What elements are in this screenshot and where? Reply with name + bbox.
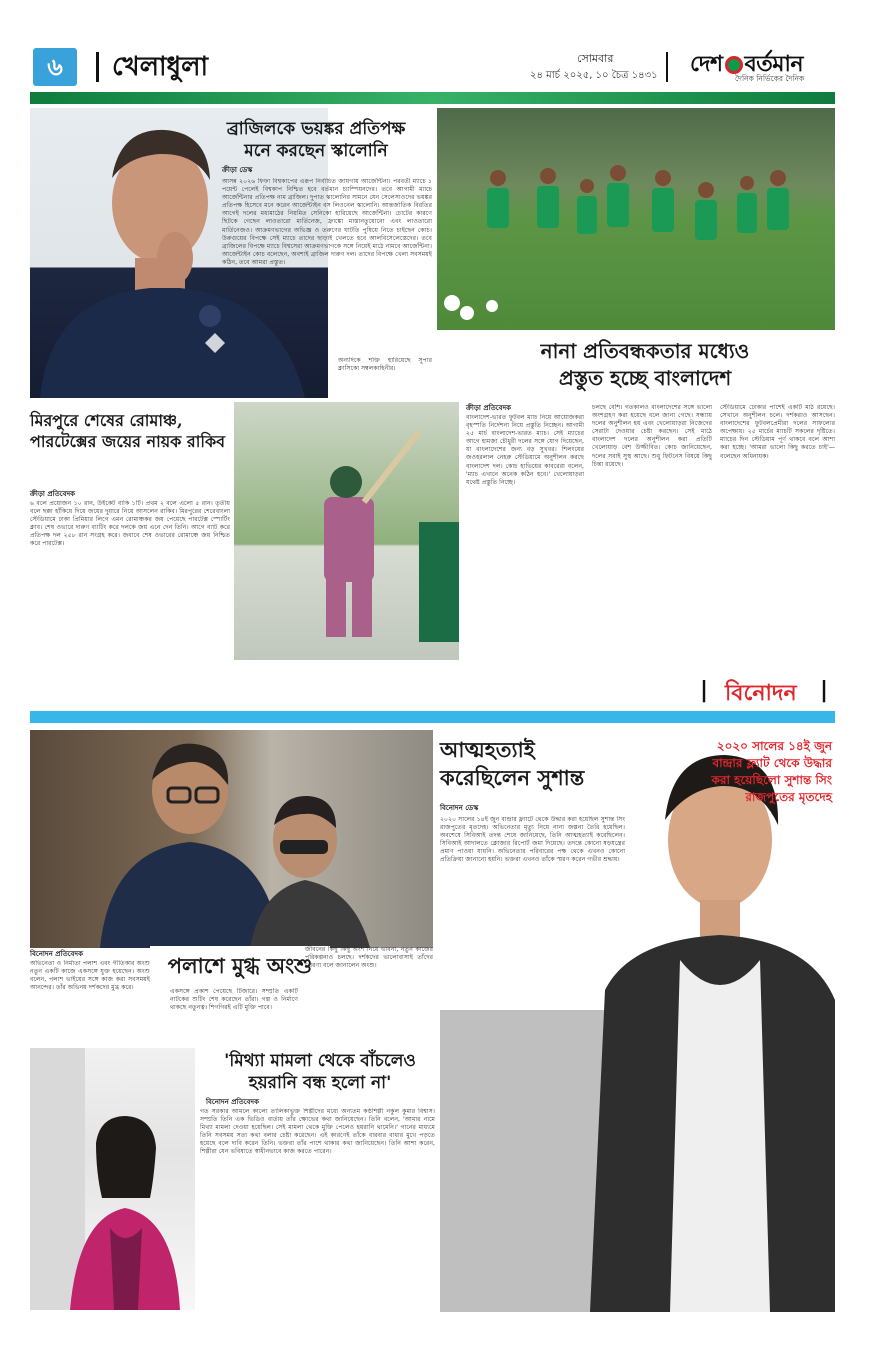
logo-text-left: দেশ (690, 51, 723, 77)
article4-col2: একসঙ্গে প্রকাশ পেয়েছে টিজারে। সম্প্রতি একটি নাটকের শুটিং শেষ করেছেন তাঁরা। গল্প ও নির্মাণে থাকছে নতুনত্ব। শিগগিরই এটি মুক্তি পাবে। (170, 988, 298, 1012)
article3-credit: ক্রীড়া প্রতিবেদক (30, 490, 76, 498)
section-divider: | (820, 678, 829, 703)
logo-text-right: বর্তমান (744, 51, 803, 77)
article3-headline-line2: পারটেক্সের জয়ের নায়ক রাকিব (30, 432, 226, 451)
article4-col1: অভিনেতা ও নির্মাতা পলাশ এবং গীতিকার অংশু নতুন একটি কাজে একসঙ্গে যুক্ত হয়েছেন। অংশু বলেন, পলাশ ভাইয়ের সঙ্গে কাজ করা সবসময়ই আনন্দের। তাঁর অভিনয় দর্শকদের মুগ্ধ করে। (30, 960, 150, 992)
article1-headline (200, 118, 432, 162)
article3-headline-line1: মিরপুরে শেষের রোমাঞ্চ, (30, 411, 183, 430)
article3-body: ৬ বলে প্রয়োজন ১০ রান, উইকেট বাকি ১টি। প্রথম ২ বলে এলো ৫ রান। তৃতীয় বলে ছক্কা হাঁকিয়ে দিয়ে জয়ের দুয়ারে নিয়ে আসলেন রাকিব। মিরপুরের শেরেবাংলা স্টেডিয়ামে ঢাকা প্রিমিয়ার লিগে এমন রোমাঞ্চকর জয় পেয়েছে পারটেক্স স্পোর্টিং ক্লাব। শেষ ওভারে দারুণ ব্যাটিং করে দলকে জয় এনে দেন তিনি। আগে ব্যাট করে প্রতিপক্ষ দল ২৫৮ রান সংগ্রহ করে। জবাবে শেষ ওভারের রোমাঞ্চে জয় নিশ্চিত করে পারটেক্স। (30, 500, 230, 548)
article4-col3: জীবনের কিছু কিছু অংশ নিয়ে ভাবনা, নতুন কাজের পরিকল্পনাও চলছে। দর্শকদের ভালোবাসাই তাঁদের প্রেরণা বলে জানালেন অংশু। (305, 946, 433, 970)
article2-headline-line2: প্রস্তুত হচ্ছে বাংলাদেশ (558, 366, 732, 390)
article2-credit: ক্রীড়া প্রতিবেদক (466, 404, 512, 412)
palash-angshu-photo (30, 730, 433, 948)
article1-headline-line1: ব্রাজিলকে ভয়ঙ্কর প্রতিপক্ষ (226, 119, 406, 139)
issue-date: ২৪ মার্চ ২০২৫, ১০ চৈত্র ১৪৩১ (530, 70, 658, 81)
logo-emblem-icon (725, 56, 743, 74)
singer-photo (30, 1048, 195, 1310)
article5-headline-line2: হয়রানি বন্ধ হলো না' (248, 1073, 392, 1093)
article6-body: ২০২০ সালের ১৪ই জুন বান্দ্রার ফ্ল্যাটে থেকে উদ্ধার করা হয়েছিল সুশান্ত সিং রাজপুতের মৃতদেহ। অভিনেতার মৃত্যু নিয়ে নানা জল্পনা তৈরি হয়েছিল। অবশেষে সিবিআই তদন্ত শেষে জানিয়েছে, তিনি আত্মহত্যাই করেছিলেন। সিবিআই আদালতে ক্লোজার রিপোর্ট জমা দিয়েছে। তদন্তে কোনো ষড়যন্ত্রের প্রমাণ পাওয়া যায়নি। অভিনেতার পরিবারের পক্ষ থেকে এখনও কোনো প্রতিক্রিয়া জানানো হয়নি। ভক্তরা এখনও তাঁকে স্মরণ করেন গভীর শ্রদ্ধায়। (440, 816, 625, 864)
article2-headline-line1: নানা প্রতিবন্ধকতার মধ্যেও (540, 339, 750, 363)
article1-credit: ক্রীড়া ডেস্ক (222, 166, 253, 174)
cricket-photo (234, 402, 459, 660)
training-photo (437, 108, 835, 330)
binodon-section-title: বিনোদন (725, 680, 797, 706)
article2-col3: স্টেডিয়ামে ঢোকার পাশেই একটি মাঠ রয়েছে। সেখানে অনুশীলন চলে। দর্শকরাও আসছেন। বাংলাদেশের ফুটবলপ্রেমীরা দলের সাফল্যের অপেক্ষায়। ২৫ মার্চের ম্যাচটি সকলের দৃষ্টিতে। ম্যাচের দিন স্টেডিয়াম পূর্ণ থাকবে বলে আশা করা হচ্ছে। 'আমরা ভালো কিছু করতে চাই'—বলেছেন অধিনায়ক। (720, 404, 835, 460)
article5-headline-line1: 'মিথ্যা মামলা থেকে বাঁচলেও (224, 1051, 416, 1071)
header-band (30, 92, 835, 104)
article1-pullquote: অন্যদিকে শক্তি হারিয়েছে সুপার ক্লাসিকো সম্বলকাহিনীর। (338, 357, 432, 373)
article1-body: আসন্ন ২০২৬ ফিফা বিশ্বকাপের এরূপ নির্বাচিত জায়গায় আর্জেন্টিনা। পরবর্তী ম্যাচে ১ পয়েন্ট পেলেই বিশ্বকাপ নিশ্চিত হবে বর্তমান চ্যাম্পিয়নদের। তবে আগামী ম্যাচে আর্জেন্টিনার প্রতিপক্ষ নাম ব্রাজিল। দুপাত স্কালোনির সামনে যেন সেলেসাওদের ভয়ঙ্কর প্রতিপক্ষ হিসেবে মনে করেন আর্জেন্টাইন বস লিওনেল স্কালোনি। আন্তর্জাতিক বিরতির আগেই দলের মধ্যমাঠের নিয়মিত সেনিকো হারিয়েছে আর্জেন্টিনা। চোটের কারণে ছিটকে গেছেন লাওতারো মার্তিনেজ, ফ্রাঙ্কো মাস্তানতুয়োনো এবং লাওতারো মার্তিনেজও। আক্রমণভাগের অভিজ্ঞ ও তরুণের ঘাটতি পুষিয়ে নিতে চাইছেন কোচ। উরুগুয়ের বিপক্ষে সেই ম্যাচে তাদের ছাড়াই খেলতে হবে আলবিসেলেস্তেদের। তবে ব্রাজিলের বিপক্ষে ম্যাচে বিশ্বসেরা আক্রমণভাগকে সঙ্গে নিয়েই মাঠে নামবে আর্জেন্টিনা। আর্জেন্টাইন কোচ বলেছেন, অবশ্যই ব্রাজিল দারুণ দল। তাদের বিপক্ষে খেলা সবসময়ই কঠিন, তবে আমরা প্রস্তুত। (222, 178, 432, 266)
article3-headline (30, 410, 230, 452)
article6-headline-line2: করেছিলেন সুশান্ত (440, 765, 585, 790)
article1-headline-line2: মনে করছেন স্কালোনি (244, 141, 388, 161)
article2-col2: চলছে বেশি। গতকালও বাংলাদেশের সঙ্গে ভালো অংশগ্রহণ করা হয়েছে বলে জানা গেছে। সন্ধ্যায় দলের অনুশীলন হয় এবং খেলোয়াড়রা নিজেদের সেরাটা দেওয়ার চেষ্টা করছেন। সেই মাঠে বাংলাদেশ দলের অনুশীলন করা প্রতিটি খেলোয়াড় বেশ উজ্জীবিত। কোচ জানিয়েছেন, দলের সবাই সুস্থ আছে। শুধু ফিটনেস বিষয়ে কিছু চিন্তা রয়েছে। (592, 404, 712, 468)
article4-headline: পলাশে মুগ্ধ অংশু (167, 953, 313, 978)
article6-credit: বিনোদন ডেস্ক (440, 804, 479, 812)
divider (96, 52, 99, 82)
sushant-photo (440, 730, 835, 1312)
article5-credit: বিনোদন প্রতিবেদক (206, 1098, 259, 1106)
article2-headline (470, 338, 820, 392)
article2-col1: বাংলাদেশ-ভারত ফুটবল ম্যাচ নিয়ে আয়োজকরা বৃহস্পতি নির্দেশনা নিয়ে প্রস্তুতি নিচ্ছেন। আগামী ২৫ মার্চ বাংলাদেশ-ভারত ম্যাচ। সেই ম্যাচের আগে হামজা চৌধুরী দলের সঙ্গে যোগ দিয়েছেন, যা বাংলাদেশের জন্য বড় সুখবর। শিলংয়ের জওহরলাল নেহরু স্টেডিয়ামে অনুশীলন করছে বাংলাদেশ দল। কোচ হাভিয়ের কাবরেরা বলেন, 'ম্যাচ এখানে অনেক কঠিন হবে।' খেলোয়াড়রা যথেষ্ট প্রস্তুতি নিচ্ছে। (466, 414, 584, 486)
article5-headline (200, 1050, 440, 1094)
section-title: খেলাধুলা (112, 52, 209, 82)
article6-quote: ২০২০ সালের ১৪ই জুন বান্দ্রার ফ্ল্যাট থেকে উদ্ধার করা হয়েছিলো সুশান্ত সিং রাজপুতের মৃতদেহ (711, 739, 832, 804)
article6-headline-line1: আত্মহত্যাই (440, 737, 535, 762)
article4-credit: বিনোদন প্রতিবেদক (30, 950, 83, 958)
page-number: ৬ (33, 48, 77, 86)
section-band (30, 711, 835, 723)
article5-body: গত সরকার আমলে কালো তালিকাভুক্ত শিল্পীদের মধ্যে অন্যতম কণ্ঠশিল্পী নকুল কুমার বিশ্বাস। সম্প্রতি তিনি এক ভিডিও বার্তায় তাঁর ক্ষোভের কথা জানিয়েছেন। তিনি বলেন, 'আমার নামে মিথ্যা মামলা দেওয়া হয়েছিল। সেই মামলা থেকে মুক্তি পেলেও হয়রানি থামেনি।' গানের মাধ্যমে তিনি সবসময় সত্য কথা বলার চেষ্টা করেছেন। এই কারণেই তাঁকে বারবার বাধার মুখে পড়তে হয়েছে বলে দাবি করেন তিনি। ভক্তরা তাঁর পাশে থাকার কথা জানিয়েছেন। তিনি আশা করেন, শিল্পীরা যেন ভবিষ্যতে স্বাধীনভাবে কাজ করতে পারেন। (200, 1108, 435, 1156)
issue-day: সোমবার (577, 52, 614, 65)
divider (666, 52, 668, 82)
newspaper-tagline: দৈনিক নির্ভিকের দৈনিক (735, 74, 805, 83)
section-divider: | (700, 678, 709, 703)
